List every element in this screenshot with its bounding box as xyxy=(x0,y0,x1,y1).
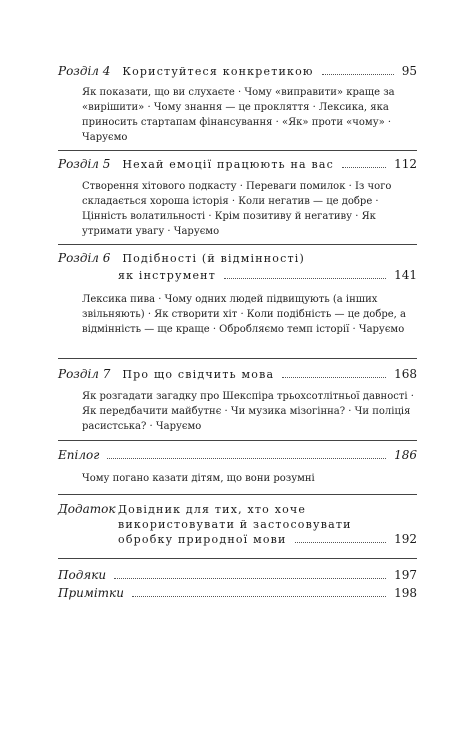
epilogue-summary: Чому погано казати дітям, що вони розумні xyxy=(82,473,315,484)
chapter-title: Нехай емоції працюють на вас xyxy=(122,158,335,171)
dot-leader xyxy=(282,377,386,378)
dot-leader xyxy=(224,278,386,279)
epilogue-label: Епілог xyxy=(58,448,100,462)
divider xyxy=(58,440,417,441)
divider xyxy=(58,558,417,559)
acknowledgements-label: Подяки xyxy=(58,568,107,582)
appendix-title-line1: Довідник для тих, хто хоче xyxy=(118,503,307,516)
chapter-summary: Лексика пива · Чому одних людей підвищують (а інших звільняють) · Як створити хіт · Коли подібність — це добре, а відмінність — ще краще · Обробляємо темп історії · Чаруємо xyxy=(82,294,406,335)
page-number: 168 xyxy=(394,367,417,381)
toc-entry-ch5 xyxy=(58,157,417,171)
toc-entry-ch7 xyxy=(58,367,417,381)
page-number: 197 xyxy=(394,568,417,582)
dot-leader xyxy=(322,74,394,75)
page-number: 112 xyxy=(394,157,417,171)
appendix-title-line2: використовувати й застосовувати xyxy=(118,518,352,531)
chapter-title: Про що свідчить мова xyxy=(122,368,275,381)
toc-entry-notes xyxy=(58,586,417,600)
appendix-title-line3: обробку природної мови xyxy=(118,533,287,546)
chapter-label: Розділ 4 xyxy=(58,64,111,78)
notes-label: Примітки xyxy=(58,586,124,600)
chapter-title-line2: як інструмент xyxy=(118,269,217,282)
page-number: 198 xyxy=(394,586,417,600)
toc-entry-epilogue xyxy=(58,448,417,462)
appendix-label: Додаток xyxy=(58,502,116,516)
divider xyxy=(58,150,417,151)
appendix-title-block xyxy=(118,502,417,547)
chapter-label: Розділ 5 xyxy=(58,157,111,171)
chapter-label: Розділ 7 xyxy=(58,367,111,381)
divider xyxy=(58,358,417,359)
chapter-summary: Створення хітового подкасту · Переваги помилок · Із чого складається хороша історія · Коли негатив — це добре · Цінність волатильності · Крім позитиву й негативу · Як утримати увагу · Чаруємо xyxy=(82,181,392,237)
dot-leader xyxy=(107,458,386,459)
toc-entry-ch6 xyxy=(58,251,417,282)
chapter-title-line1: Подібності (й відмінності) xyxy=(122,252,305,265)
page-number: 141 xyxy=(394,268,417,282)
chapter-summary: Як показати, що ви слухаєте · Чому «виправити» краще за «вирішити» · Чому знання — це прокляття · Лексика, яка приносить стартапам фінансування · «Як» проти «чому» · Чаруємо xyxy=(82,87,395,143)
toc-entry-acknowledgements xyxy=(58,568,417,582)
dot-leader xyxy=(342,167,386,168)
page-number: 192 xyxy=(394,532,417,546)
page-number: 95 xyxy=(401,64,417,78)
dot-leader xyxy=(114,578,386,579)
divider xyxy=(58,244,417,245)
toc-entry-ch4 xyxy=(58,64,417,78)
chapter-label: Розділ 6 xyxy=(58,251,111,265)
chapter-summary: Як розгадати загадку про Шекспіра трьохсотлітньої давності · Як передбачити майбутнє · Чи музика мізогінна? · Чи поліція расистська? · Чаруємо xyxy=(82,391,414,432)
dot-leader xyxy=(132,596,386,597)
page-number: 186 xyxy=(394,448,417,462)
dot-leader xyxy=(295,542,387,543)
chapter-title: Користуйтеся конкретикою xyxy=(122,65,314,78)
divider xyxy=(58,494,417,495)
